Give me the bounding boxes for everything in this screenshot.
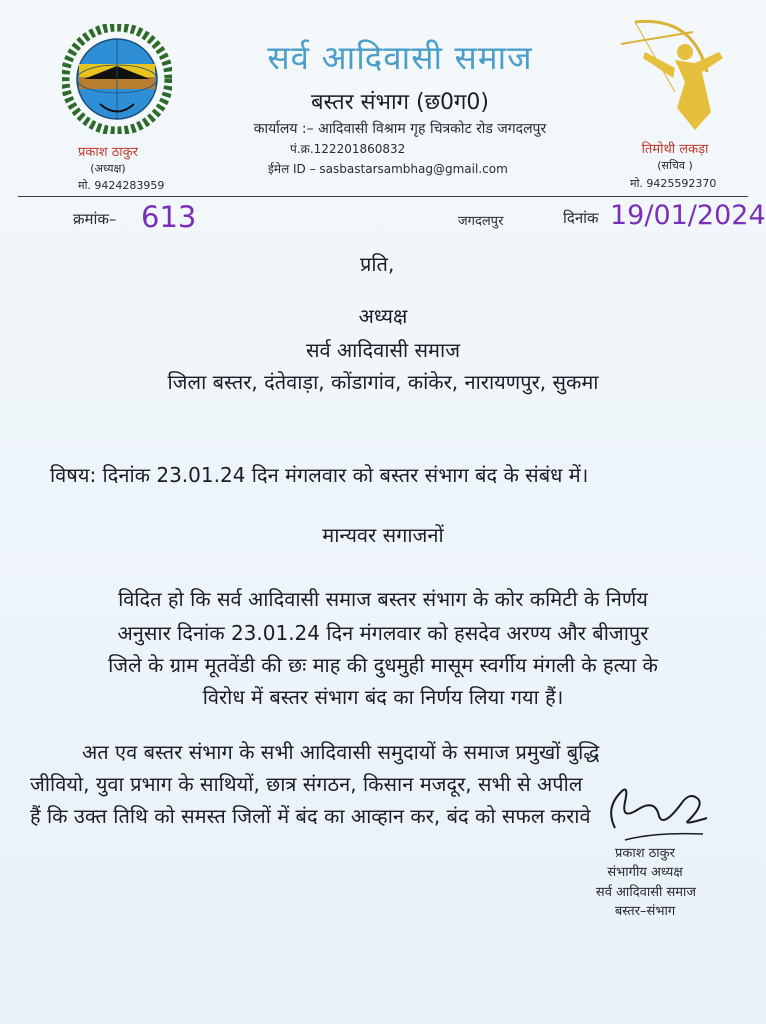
- handwritten-signature: [585, 768, 735, 843]
- secretary-name: तिमोथी लकड़ा: [641, 142, 709, 157]
- president-role: (अध्यक्ष): [90, 162, 126, 175]
- paragraph-2-line-1: अत एव बस्तर संभाग के सभी आदिवासी समुदायों के समाज प्रमुखों बुद्धि: [82, 740, 600, 764]
- signatory-organization: सर्व आदिवासी समाज: [595, 885, 697, 900]
- date-label: दिनांक: [563, 209, 599, 227]
- prati-text: प्रति,: [360, 252, 395, 276]
- reference-label: क्रमांक–: [73, 210, 117, 228]
- paragraph-2-line-2: जीवियो, युवा प्रभाग के साथियों, छात्र संगठन, किसान मजदूर, सभी से अपील: [30, 772, 583, 796]
- registration-number: पं.क्र.122201860832: [290, 142, 406, 156]
- place-name: जगदलपुर: [458, 214, 504, 229]
- president-name: प्रकाश ठाकुर: [78, 145, 138, 160]
- date-value: 19/01/2024: [610, 200, 766, 231]
- society-emblem-logo: [62, 24, 172, 134]
- archer-logo: [615, 12, 727, 134]
- signatory-division: बस्तर–संभाग: [614, 904, 676, 919]
- organization-title: सर्व आदिवासी समाज: [267, 38, 533, 77]
- paragraph-1-line-4: विरोध में बस्तर संभाग बंद का निर्णय लिया गया हैं।: [202, 685, 564, 709]
- paragraph-1-line-3: जिले के ग्राम मूतवेंडी की छः माह की दुधमुही मासूम स्वर्गीय मंगली के हत्या के: [108, 653, 658, 677]
- salutation: मान्यवर सगाजनों: [322, 523, 444, 547]
- paragraph-1-line-2: अनुसार दिनांक 23.01.24 दिन मंगलवार को हसदेव अरण्य और बीजापुर: [117, 621, 649, 645]
- address-line-3: जिला बस्तर, दंतेवाड़ा, कोंडागांव, कांकेर, नारायणपुर, सुकमा: [167, 370, 599, 394]
- office-address: कार्यालय :– आदिवासी विश्राम गृह चित्रकोट रोड जगदलपुर: [253, 121, 547, 137]
- address-line-1: अध्यक्ष: [358, 304, 408, 328]
- president-mobile: मो. 9424283959: [78, 179, 165, 192]
- secretary-mobile: मो. 9425592370: [630, 177, 717, 190]
- subject-line: विषय: दिनांक 23.01.24 दिन मंगलवार को बस्तर संभाग बंद के संबंध में।: [50, 463, 589, 487]
- division-subtitle: बस्तर संभाग (छ0ग0): [310, 90, 490, 115]
- header-divider: [18, 196, 748, 197]
- email-address: ईमेल ID – sasbastarsambhag@gmail.com: [268, 162, 508, 176]
- address-line-2: सर्व आदिवासी समाज: [305, 338, 461, 362]
- signatory-name: प्रकाश ठाकुर: [615, 846, 675, 861]
- paragraph-1-line-1: विदित हो कि सर्व आदिवासी समाज बस्तर संभाग के कोर कमिटी के निर्णय: [118, 587, 648, 611]
- reference-number: 613: [141, 200, 197, 234]
- signatory-title: संभागीय अध्यक्ष: [607, 865, 683, 880]
- paragraph-2-line-3: हैं कि उक्त तिथि को समस्त जिलों में बंद का आव्हान कर, बंद को सफल करावे: [30, 804, 591, 828]
- secretary-role: (सचिव ): [657, 159, 693, 172]
